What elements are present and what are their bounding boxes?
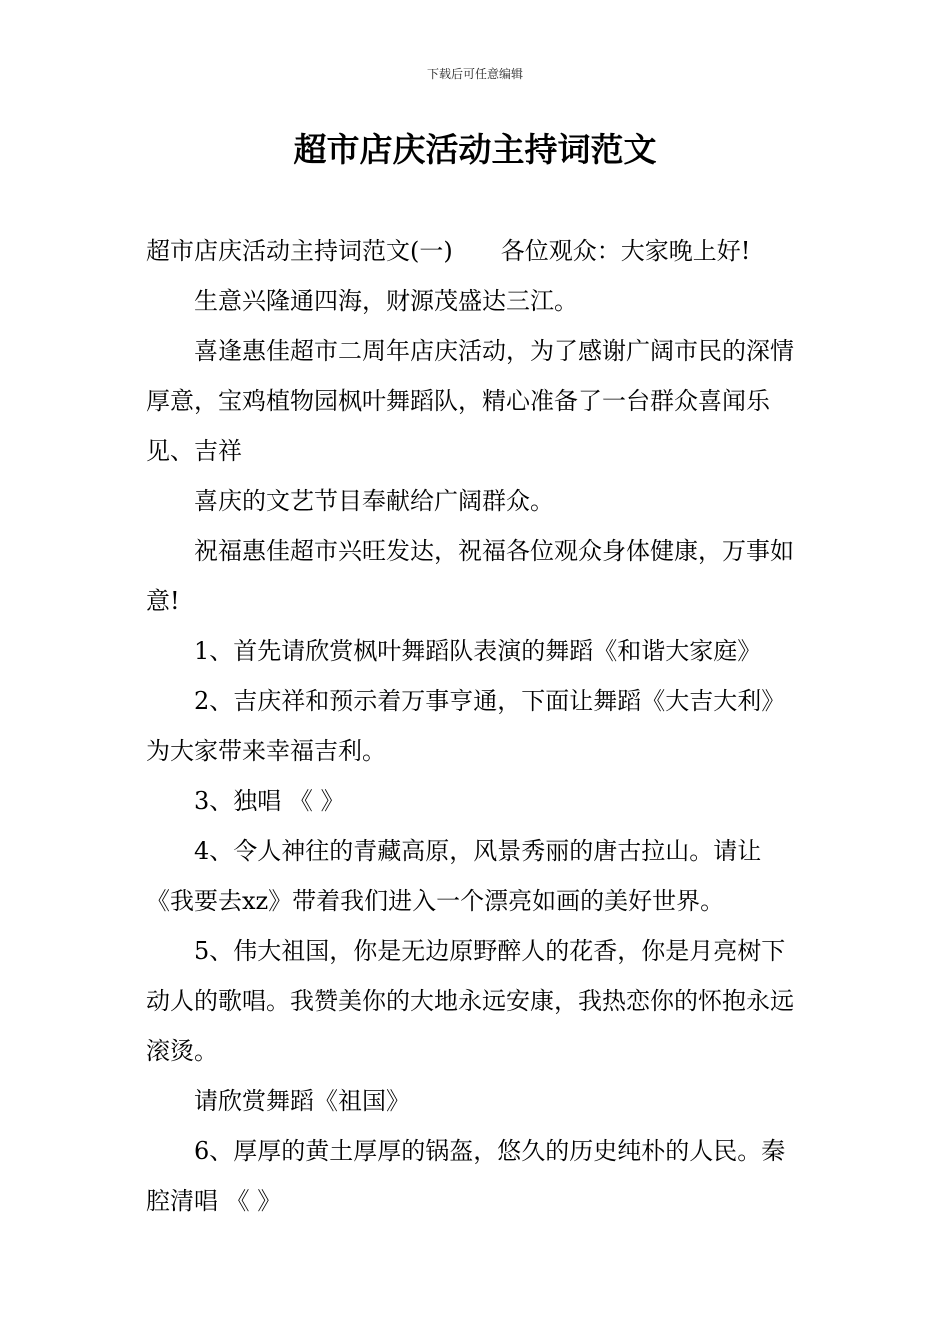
paragraph: 2、吉庆祥和预示着万事亨通，下面让舞蹈《大吉大利》为大家带来幸福吉利。 — [146, 687, 786, 765]
paragraph: 喜庆的文艺节目奉献给广阔群众。 — [194, 487, 554, 515]
paragraph: 3、独唱 《 》 — [194, 787, 345, 815]
paragraph: 6、厚厚的黄土厚厚的锅盔，悠久的历史纯朴的人民。秦腔清唱 《 》 — [146, 1137, 786, 1215]
paragraph: 祝福惠佳超市兴旺发达，祝福各位观众身体健康，万事如意! — [146, 537, 794, 615]
paragraph: 生意兴隆通四海，财源茂盛达三江。 — [194, 287, 578, 315]
intro-greeting: 各位观众：大家晚上好! — [500, 237, 751, 265]
paragraph: 1、首先请欣赏枫叶舞蹈队表演的舞蹈《和谐大家庭》 — [194, 637, 762, 665]
intro-heading: 超市店庆活动主持词范文(一) — [146, 237, 453, 265]
paragraph: 喜逢惠佳超市二周年店庆活动，为了感谢广阔市民的深情厚意，宝鸡植物园枫叶舞蹈队，精心准备了一台群众喜闻乐见、吉祥 — [146, 337, 794, 465]
paragraph: 4、令人神往的青藏高原，风景秀丽的唐古拉山。请让《我要去xz》带着我们进入一个漂亮如画的美好世界。 — [146, 837, 762, 915]
document-title: 超市店庆活动主持词范文 — [293, 130, 657, 169]
paragraph: 请欣赏舞蹈《祖国》 — [194, 1087, 410, 1115]
paragraph: 5、伟大祖国，你是无边原野醉人的花香，你是月亮树下动人的歌唱。我赞美你的大地永远安康，我热恋你的怀抱永远滚烫。 — [146, 937, 794, 1065]
intro-paragraph — [146, 226, 808, 276]
header-note: 下载后可任意编辑 — [426, 67, 523, 81]
document-body — [146, 226, 808, 1226]
